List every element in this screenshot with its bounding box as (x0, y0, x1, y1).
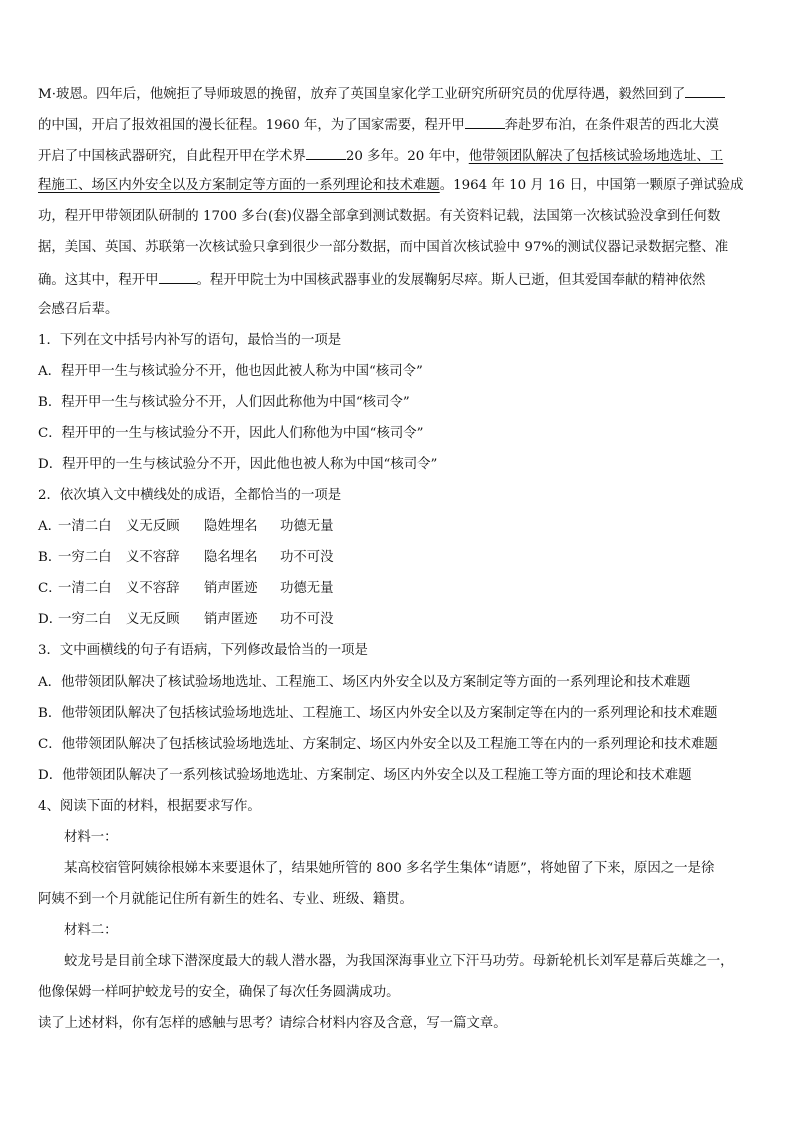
passage-line-1 (38, 83, 725, 105)
option-word: 销声匿迹 (204, 612, 258, 627)
passage-line-7 (38, 269, 705, 291)
option-word: 义不容辞 (126, 581, 180, 596)
passage-line-2 (38, 114, 719, 136)
passage-line-5: 功，程开甲带领团队研制的 1700 多台(套)仪器全部拿到测试数据。有关资料记载，法国第一次核试验没拿到任何数 (38, 209, 721, 224)
underlined-sentence: 程施工、场区内外安全以及方案制定等方面的一系列理论和技术难题 (38, 178, 440, 193)
option-word: 功德无量 (280, 581, 334, 596)
underlined-sentence: 他带领团队解决了包括核试验场地选址、工 (468, 149, 724, 164)
option-word: 一清二白 (58, 519, 112, 534)
option-word: 义无反顾 (126, 519, 180, 534)
q3-option-c: C．他带领团队解决了包括核试验场地选址、方案制定、场区内外安全以及工程施工等在内的一系列理论和技术难题 (38, 737, 718, 752)
option-word: 一穷二白 (58, 550, 112, 565)
fill-blank-4 (159, 269, 197, 284)
q2-option-d (38, 610, 334, 630)
q3-option-d: D．他带领团队解决了一系列核试验场地选址、方案制定、场区内外安全以及工程施工等方面的理论和技术难题 (38, 768, 692, 783)
passage-text: 的中国，开启了报效祖国的漫长征程。1960 年，为了国家需要，程开甲 (38, 118, 465, 133)
q1-option-d: D．程开甲的一生与核试验分不开，因此他也被人称为中国“核司令” (38, 457, 438, 472)
passage-line-6: 据，美国、英国、苏联第一次核试验只拿到很少一部分数据，而中国首次核试验中 97%的测试仪器记录数据完整、准 (38, 240, 729, 255)
option-word: 义不容辞 (126, 550, 180, 565)
option-word: 隐名埋名 (204, 550, 258, 565)
option-label: D． (38, 612, 63, 627)
option-word: 销声匿迹 (204, 581, 258, 596)
option-word: 隐姓埋名 (204, 519, 258, 534)
passage-text: 。程开甲院士为中国核武器事业的发展鞠躬尽瘁。斯人已逝，但其爱国奉献的精神依然 (196, 273, 706, 288)
material-1-title: 材料一： (64, 830, 118, 845)
option-word: 功不可没 (280, 550, 334, 565)
passage-text: 。1964 年 10 月 16 日，中国第一颗原子弹试验成 (439, 178, 744, 193)
option-label: A． (38, 519, 62, 534)
material-2-title: 材料二： (64, 923, 118, 938)
option-word: 一穷二白 (58, 612, 112, 627)
writing-requirement: 读了上述材料，你有怎样的感触与思考？请综合材料内容及含意，写一篇文章。 (38, 1016, 507, 1031)
question-3-stem: 3．文中画横线的句子有语病，下列修改最恰当的一项是 (38, 643, 368, 658)
passage-text: M·玻恩。四年后，他婉拒了导师玻恩的挽留，放弃了英国皇家化学工业研究所研究员的优厚待遇，毅然回到了 (38, 87, 686, 102)
fill-blank-2 (465, 114, 505, 129)
option-word: 功不可没 (280, 612, 334, 627)
option-word: 功德无量 (280, 519, 334, 534)
option-word: 义无反顾 (126, 612, 180, 627)
passage-line-4 (38, 176, 743, 196)
question-1-stem: 1．下列在文中括号内补写的语句，最恰当的一项是 (38, 333, 342, 348)
passage-line-3 (38, 145, 723, 167)
q3-option-a: A．他带领团队解决了核试验场地选址、工程施工、场区内外安全以及方案制定等方面的一系列理论和技术难题 (38, 675, 691, 690)
passage-text: 确。这其中，程开甲 (38, 273, 159, 288)
option-label: C． (38, 581, 62, 596)
q2-option-c (38, 579, 334, 599)
material-1-line-2: 阿姨不到一个月就能记住所有新生的姓名、专业、班级、籍贯。 (38, 892, 413, 907)
q1-option-a: A．程开甲一生与核试验分不开，他也因此被人称为中国“核司令” (38, 364, 423, 379)
q3-option-b: B．他带领团队解决了包括核试验场地选址、工程施工、场区内外安全以及方案制定等在内的一系列理论和技术难题 (38, 706, 718, 721)
option-word: 一清二白 (58, 581, 112, 596)
question-4-stem: 4、阅读下面的材料，根据要求写作。 (38, 799, 261, 814)
material-1-line-1: 某高校宿管阿姨徐根娣本来要退休了，结果她所管的 800 多名学生集体“请愿”，将她留了下来，原因之一是徐 (64, 861, 715, 876)
material-2-line-1: 蛟龙号是目前全球下潜深度最大的载人潜水器，为我国深海事业立下汗马功劳。母新轮机长刘军是幕后英雄之一， (64, 954, 734, 969)
passage-text: 开启了中国核武器研究，自此程开甲在学术界 (38, 149, 306, 164)
option-label: B． (38, 550, 62, 565)
passage-text: 20 多年。20 年中， (345, 149, 469, 164)
q2-option-a (38, 517, 334, 537)
material-2-line-2: 他像保姆一样呵护蛟龙号的安全，确保了每次任务圆满成功。 (38, 985, 400, 1000)
question-2-stem: 2．依次填入文中横线处的成语，全都恰当的一项是 (38, 488, 342, 503)
q2-option-b (38, 548, 334, 568)
fill-blank-3 (306, 145, 346, 160)
passage-line-8: 会感召后辈。 (38, 302, 119, 317)
passage-text: 奔赴罗布泊，在条件艰苦的西北大漠 (504, 118, 719, 133)
fill-blank-1 (685, 83, 725, 98)
q1-option-c: C．程开甲的一生与核试验分不开，因此人们称他为中国“核司令” (38, 426, 424, 441)
q1-option-b: B．程开甲一生与核试验分不开，人们因此称他为中国“核司令” (38, 395, 410, 410)
